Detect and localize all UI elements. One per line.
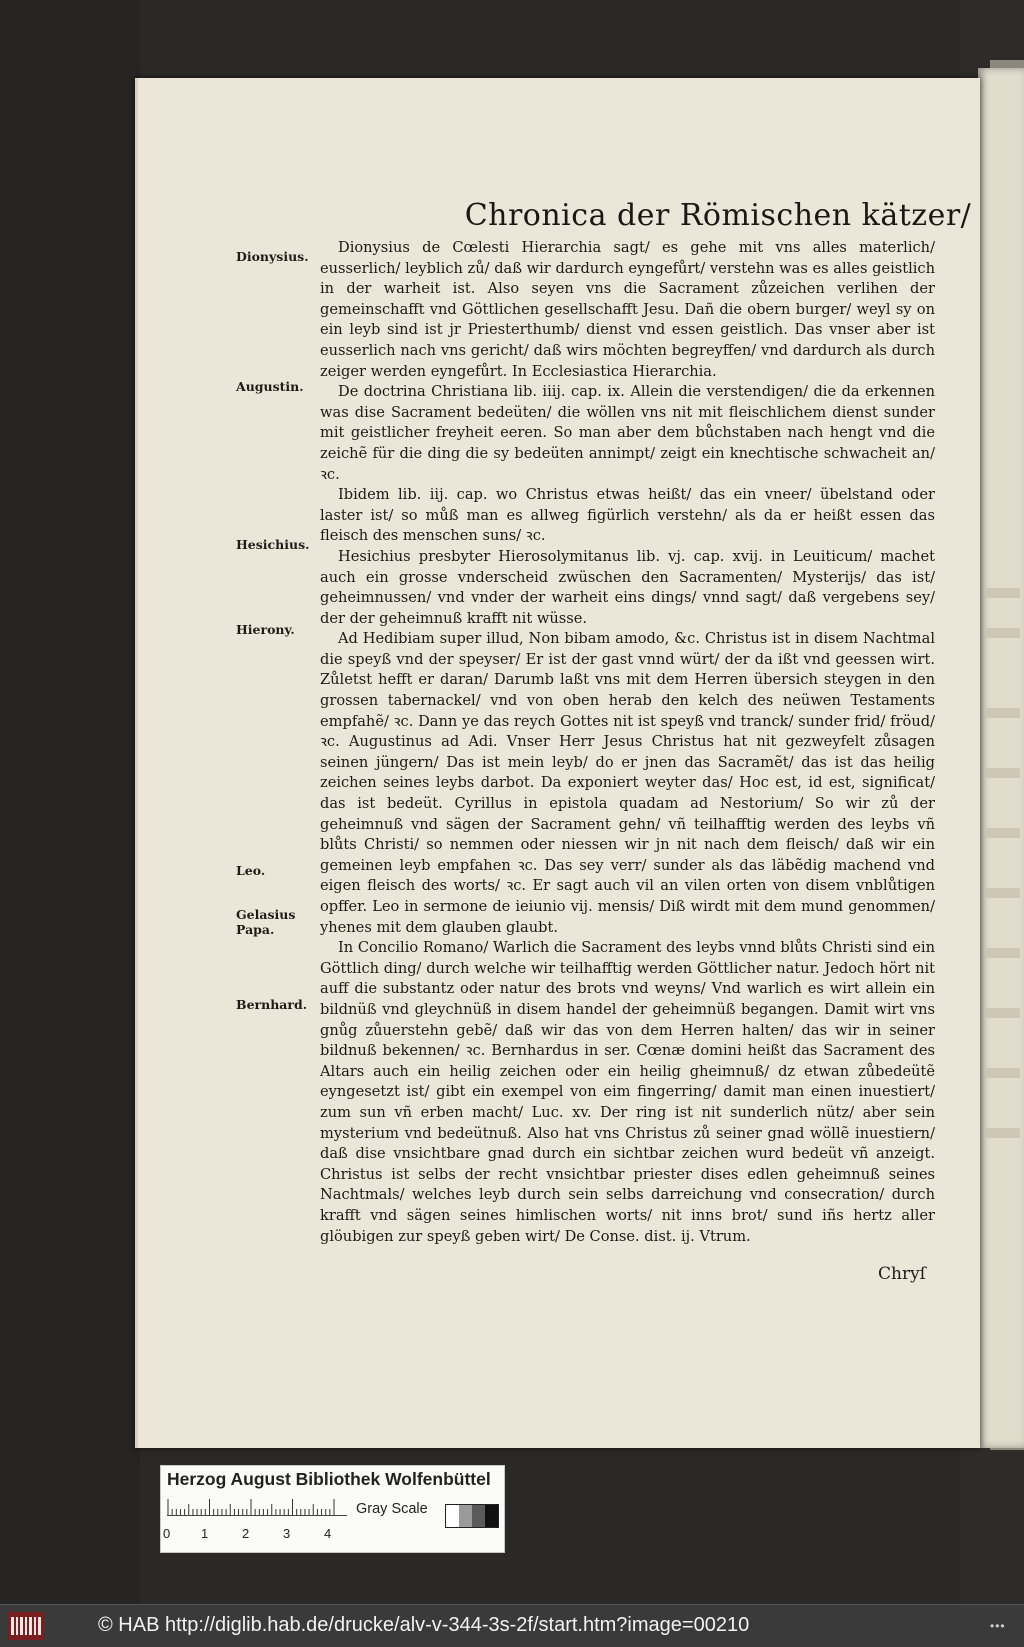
- gray-swatch: [472, 1505, 485, 1527]
- footer-bar: [0, 1604, 1024, 1647]
- ruler-ticks-icon: [167, 1499, 347, 1515]
- ruler-number: 1: [201, 1526, 209, 1541]
- margin-note: Dionysius.: [236, 249, 309, 264]
- gray-scale-label: Gray Scale: [356, 1501, 428, 1517]
- ruler-number: 2: [242, 1526, 250, 1541]
- ruler-number: 3: [283, 1526, 291, 1541]
- paragraph: De doctrina Christiana lib. iiij. cap. ix. Allein die verstendigen/ die da erkennen was dise Sacrament bedeüten/ die wöllen vns nit mit fleischlichem dienst sunder mit geistlicher freyheit eeren. So man aber dem bůchstaben nach hengt vnd die zeichẽ für die ding die sy bedeüten annimpt/ zeigt ein knechtische schwacheit an/ ꝛc.: [320, 383, 935, 483]
- color-scale-card: [160, 1465, 505, 1553]
- library-name: Herzog August Bibliothek Wolfenbüttel: [167, 1469, 491, 1489]
- paragraph: Dionysius de Cœlesti Hierarchia sagt/ es gehe mit vns alles materlich/ eusserlich/ leyblich zů/ daß wir dardurch eyngefůrt/ verstehn was es alles geistlich in der warheit ist. Also seyen vns die Sacrament zůzeichen verlihen der gemeinschafft vnd Göttlichen gesellschafft Jesu. Dañ die obern burger/ weyl sy on ein leyb sind ist jr Priesterthumb/ dienst vnd essen geistlich. Das vnser aber ist eusserlich nach vns gericht/ daß wirs möchten begreyffen/ vnd dardurch als durch zeiger werden eyngefůrt. In Ecclesiastica Hierarchia.: [320, 239, 935, 380]
- margin-note: Hierony.: [236, 622, 295, 637]
- ruler-number: 4: [324, 1526, 332, 1541]
- gray-scale-swatches: [445, 1504, 499, 1528]
- margin-note: Bernhard.: [236, 997, 308, 1012]
- paragraph: In Concilio Romano/ Warlich die Sacrament des leybs vnnd blůts Christi sind ein Göttlich ding/ durch welche wir teilhafftig werden Göttlicher natur. Jedoch hört nit auff die substantz oder natur des brots vnd weyns/ Vnd warlich es wirt allein ein bildnüß vnd gleychnüß in disem handel der geheimnüß begangen. Damit wirt vns gnůg zůuerstehn gebẽ/ daß wir das von dem Herren halten/ das wir in seiner bildnuß bekennen/ ꝛc. Bernhardus in ser. Cœnæ domini heißt das Sacrament des Altars auch ein heilig zeichen oder ein heilig gheimnuß/ dz etwan zůbedeütẽ eyngesetzt ist/ gibt ein exempel von eim fingerring/ damit man einen inuestiert/ zum sun vñ erben macht/ Luc. xv. Der ring ist nit sunderlich nütz/ aber sein mysterium vnd bedeütnuß. Also hat vns Christus zů seiner gnad wöllẽ inuestiern/ daß dise vnsichtbare gnad durch ein sichtbar zeichen wurd bedeüt vñ anzeigt. Christus ist selbs der recht vnsichtbar priester dises edlen geheimnuß seines Nachtmals/ welches leyb durch sein selbs darreichung vnd consecration/ durch krafft vnd sägen seines himlischen worts/ nit inns brot/ sund iñs hertz aller glöubigen zur speyß geben wirt/ De Conse. dist. ij. Vtrum.: [320, 939, 935, 1245]
- copyright-url[interactable]: © HAB http://diglib.hab.de/drucke/alv-v-344-3s-2f/start.htm?image=00210: [98, 1614, 750, 1636]
- page-body: [320, 238, 935, 1247]
- margin-note: Gelasius: [236, 907, 296, 922]
- gray-swatch: [459, 1505, 472, 1527]
- paragraph: Hesichius presbyter Hierosolymitanus lib. vj. cap. xvij. in Leuiticum/ machet auch ein grosse vnderscheid zwüschen den Sacramenten/ Mysterijs/ das ist/ geheimnussen/ vnd vnder der warheit eins dings/ vnnd sagt/ daß vergebens sey/ der der geheimnuß krafft nit wüsse.: [320, 547, 935, 627]
- margin-note: Papa.: [236, 922, 275, 937]
- margin-note: Hesichius.: [236, 537, 310, 552]
- gray-swatch: [485, 1505, 498, 1527]
- more-menu[interactable]: •••: [990, 1619, 1006, 1633]
- gray-swatch: [446, 1505, 459, 1527]
- paragraph: Ad Hedibiam super illud, Non bibam amodo, &c. Christus ist in disem Nachtmal die speyß vnd der speyser/ Er ist der gast vnnd würt/ der da ißt vnd geessen wirt. Zůletst hefft er daran/ Darumb laßt vns mit dem Herren übersich steygen in den grossen tabernackel/ vnd von oben herab den kelch des neüwen Testaments empfahẽ/ ꝛc. Dann ye das reych Gottes nit ist speyß vnd tranck/ sunder frid/ fröud/ ꝛc. Augustinus ad Adi. Vnser Herr Jesus Christus hat nit gezweyfelt zůsagen seinen jüngern/ Das ist mein leyb/ do er jnen das Sacramẽt/ das ist das heilig zeichen seines leybs darbot. Da exponiert weyter das/ Hoc est, id est, significat/ das ist bedeüt. Cyrillus in epistola quadam ad Nestorium/ So wir zů der geheimnuß vnd sägen der Sacrament gehn/ vñ teilhafftig werden des leybs vñ blůts Christi/ so nemmen oder niessen wir jn nit nach dem fleisch/ daß wir ein gemeinen leyb empfahen ꝛc. Das sey verr/ sunder als das läbẽdig machend vnd eigen fleisch des worts/ ꝛc. Er sagt auch vil an vilen orten von disem vnblůtigen opffer. Leo in sermone de ieiunio vij. mensis/ Diß wirdt mit dem mund genommen/ yhenes mit dem glauben glaubt.: [320, 630, 935, 936]
- margin-note: Augustin.: [236, 379, 304, 394]
- measurement-ruler: [167, 1499, 347, 1516]
- ruler-number: 0: [163, 1526, 171, 1541]
- paragraph: Ibidem lib. iij. cap. wo Christus etwas heißt/ das ein vneer/ übelstand oder laster ist/ so můß man es allweg figürlich verstehn/ als da er heißt essen das fleisch des menschen suns/ ꝛc.: [320, 486, 935, 545]
- background-left: [0, 0, 140, 1604]
- hab-logo-icon: [8, 1612, 44, 1640]
- next-page-fragment: [978, 68, 1024, 1448]
- catchword: Chryſ: [878, 1264, 926, 1284]
- scanned-page: [135, 78, 980, 1448]
- page-heading: Chronica der Römischen kätzer/: [464, 198, 972, 233]
- margin-note: Leo.: [236, 863, 266, 878]
